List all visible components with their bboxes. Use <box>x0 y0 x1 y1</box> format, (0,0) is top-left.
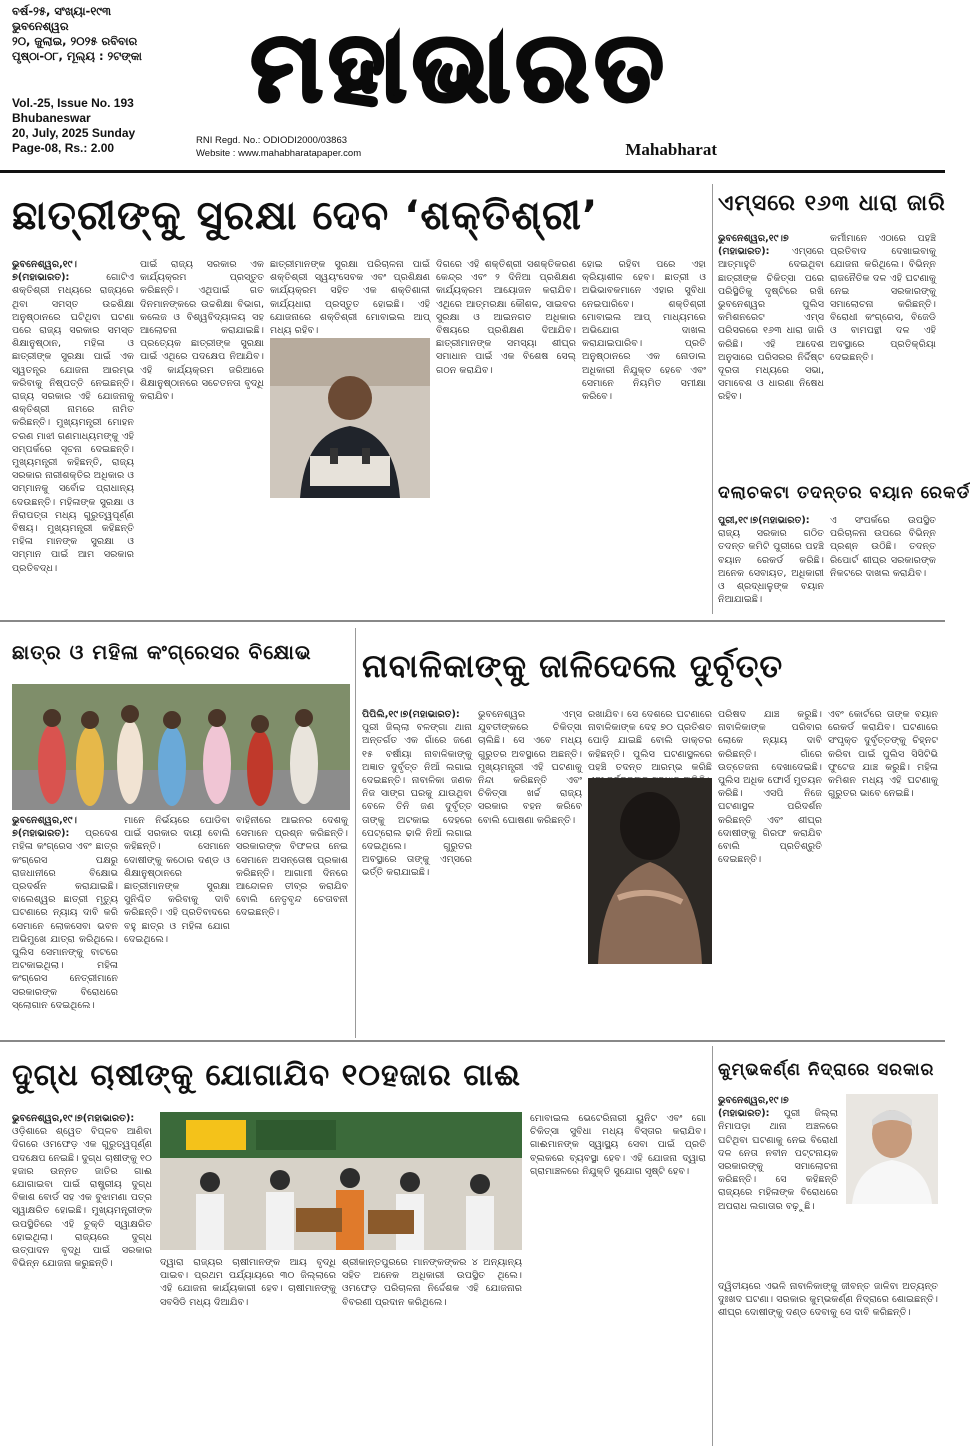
story6-headline: ଦୁଗ୍ଧ ଚାଷୀଙ୍କୁ ଯୋଗାଯିବ ୧୦ହଜାର ଗାଈ <box>12 1058 521 1093</box>
story3-dateline: ପୁରୀ,୧୯।୭(ମହାଭାରତ): <box>718 515 810 526</box>
story7-text-1: ପୁରୀ ଜିଲ୍ଲା ନିମାପଡ଼ା ଥାନା ଅଞ୍ଚଳରେ ଘଟିଥିବା ଘଟଣାକୁ ନେଇ ବିରୋଧୀ ଦଳ ନେତା ନବୀନ ପଟ୍ଟନାୟକ ସରକାରଙ୍କୁ ସମାଲୋଚନା କରିଛନ୍ତି। ସେ କହିଛନ୍ତି ରାଜ୍ୟରେ ମହିଳାଙ୍କ ବିରୋଧରେ ଅପରାଧ ଲଗାତାର ବଢ଼ୁଛି। <box>718 1108 838 1212</box>
masthead-english-name: Mahabharat <box>625 140 717 159</box>
story5-column-1 <box>362 708 472 1030</box>
masthead-registration <box>196 134 361 160</box>
story6-column-4 <box>530 1112 706 1442</box>
story5-text-1: ପୁରୀ ଜିଲ୍ଲା ବଳଙ୍ଗା ଥାନା ଅନ୍ତର୍ଗତ ଏକ ଗାଁରେ ଜଣେ ୧୫ ବର୍ଷୀୟା ନାବାଳିକାଙ୍କୁ ଅଜ୍ଞାତ ଦୁର୍ବୃତ୍ତ ନିଆଁ ଲଗାଇ ଦେଇଛନ୍ତି। ନାବାଳିକା ଜଣକ ନିଜ ସାଙ୍ଗ ଘରକୁ ଯାଉଥିବା ବେଳେ ତିନି ଜଣ ଦୁର୍ବୃତ୍ତ ତାଙ୍କୁ ଅଟକାଇ ଦେହରେ ପେଟ୍ରୋଲ ଢାଳି ନିଆଁ ଲଗାଇ ଦେଇଥିଲେ। ଗୁରୁତର ଅବସ୍ଥାରେ ତାଙ୍କୁ ଏମ୍ସରେ ଭର୍ତ୍ତି କରାଯାଇଛି। <box>362 722 472 879</box>
victim-image <box>588 778 712 964</box>
masthead-logo <box>180 2 740 122</box>
story1-text-1: ଗୋଟିଏ ଶକ୍ତିଶ୍ରୀ ମଧ୍ୟରେ ରାଜ୍ୟରେ ଥିବା ସମସ୍ତ ଉଚ୍ଚଶିକ୍ଷା ଅନୁଷ୍ଠାନରେ ଘଟିଥିବା ଘଟଣା ପରେ ରାଜ୍ୟ ସରକାର ସମସ୍ତ ଶିକ୍ଷାନୁଷ୍ଠାନ, ମହିଳା ଓ ଛାତ୍ରୀଙ୍କ ସୁରକ୍ଷା ପାଇଁ ଏକ ସ୍ୱତନ୍ତ୍ର ଯୋଜନା ଆରମ୍ଭ କରିବାକୁ ନିଷ୍ପତ୍ତି ନେଇଛନ୍ତି। ରାଜ୍ୟ ସରକାର ଏହି ଯୋଜନାକୁ ଶକ୍ତିଶ୍ରୀ ନାମରେ ନାମିତ କରିଛନ୍ତି। ମୁଖ୍ୟମନ୍ତ୍ରୀ ମୋହନ ଚରଣ ମାଝୀ ଗଣମାଧ୍ୟମଙ୍କୁ ଏହି ସମ୍ପର୍କରେ ସୂଚନା ଦେଇଛନ୍ତି। ମୁଖ୍ୟମନ୍ତ୍ରୀ କହିଛନ୍ତି, ରାଜ୍ୟ ସରକାର ନାରୀଶକ୍ତିର ଅଧିକାର ଓ ସମ୍ମାନକୁ ସର୍ବୋଚ୍ଚ ପ୍ରାଧାନ୍ୟ ଦେଉଛନ୍ତି। ମହିଳାଙ୍କ ସୁରକ୍ଷା ଓ ନିରାପତ୍ତା ମଧ୍ୟ ଗୁରୁତ୍ୱପୂର୍ଣ୍ଣ ବିଷୟ। ମୁଖ୍ୟମନ୍ତ୍ରୀ କହିଛନ୍ତି ମହିଳା ମାନଙ୍କ ସୁରକ୍ଷା ଓ ସମ୍ମାନ ପାଇଁ ଆମ ସରକାର ପ୍ରତିବଦ୍ଧ। <box>12 272 134 574</box>
website-link[interactable]: Website : www.mahabharatapaper.com <box>196 148 362 159</box>
story3-column-2 <box>830 514 936 610</box>
story1-text-3: ଛାତ୍ରୀମାନଙ୍କ ସୁରକ୍ଷା ପରିଚାଳନା ପାଇଁ ଶକ୍ତିଶ୍ରୀ ସ୍ୱୟଂସେବକ ଏବଂ ପ୍ରଶିକ୍ଷଣ କାର୍ଯ୍ୟକ୍ରମ ସହିତ ଏକ ଶକ୍ତିଶାଳୀ କାର୍ଯ୍ୟଧାରା ପ୍ରସ୍ତୁତ ହୋଇଛି। ଏହି ଯୋଜନାରେ ଶକ୍ତିଶ୍ରୀ ମୋବାଇଲ ଆପ୍ ମଧ୍ୟ ରହିବ। <box>270 259 430 337</box>
story2-dateline: ଭୁବନେଶ୍ୱର,୧୯।୭ (ମହାଭାରତ): <box>718 233 789 258</box>
story5-text-3: ରଖାଯିବ। ସେ ଦେଶରେ ଘଟଣାରେ ନାବାଳିକାଙ୍କ ଦେହ ୭୦ ପ୍ରତିଶତ ପୋଡ଼ି ଯାଇଛି ବୋଲି ଡାକ୍ତର କହିଛନ୍ତି। ପୁଲିସ ଘଟଣାସ୍ଥଳରେ ପହଞ୍ଚି ତଦନ୍ତ ଆରମ୍ଭ କରିଛି <box>588 709 712 773</box>
story4-dateline: ଭୁବନେଶ୍ୱର,୧୯।୭(ମହାଭାରତ): <box>12 815 77 840</box>
odia-volume: ବର୍ଷ-୨୫, ସଂଖ୍ୟା-୧୯୩ <box>12 4 112 18</box>
story1-column-5 <box>582 258 706 610</box>
column-divider-right <box>712 184 713 614</box>
story6-text-3: ଶ୍ରୀକାନ୍ତପୁରରେ ମାନଙ୍କଙ୍କର ୪ ଅନ୍ୟାନ୍ୟ ସହିତ ଅନେକ ଅଧିକାରୀ ଉପସ୍ଥିତ ଥିଲେ। ଓମଫେଡ଼ ପରିଚାଳନା ନିର୍ଦ୍ଦେଶକ ଏହି ଯୋଜନାର ବିବରଣୀ ପ୍ରଦାନ କରିଥିଲେ। <box>342 1257 522 1308</box>
masthead-divider <box>0 170 945 173</box>
english-page-price: Page-08, Rs.: 2.00 <box>12 141 115 155</box>
story3-text-2: ଏ ସଂପର୍କରେ ଉପସ୍ଥିତ ପରିଚାଳନା ଉପରେ ବିଭିନ୍ନ ପ୍ରଶ୍ନ ଉଠିଛି। ତଦନ୍ତ ରିପୋର୍ଟ ଶୀଘ୍ର ସରକାରଙ୍କ ନିକଟରେ ଦାଖଲ କରାଯିବ। <box>830 515 936 579</box>
story6-text-1: ଓଡ଼ିଶାରେ ଶ୍ୱେତ ବିପ୍ଳବ ଆଣିବା ଦିଗରେ ଓମଫେଡ଼ ଏକ ଗୁରୁତ୍ୱପୂର୍ଣ୍ଣ ପଦକ୍ଷେପ ନେଇଛି। ଦୁଗ୍ଧ ଚାଷୀଙ୍କୁ ୧୦ ହଜାର ଉନ୍ନତ ଜାତିର ଗାଈ ଯୋଗାଇବା ପାଇଁ ରାଷ୍ଟ୍ରୀୟ ଦୁଗ୍ଧ ବିକାଶ ବୋର୍ଡ ସହ ଏକ ବୁଝାମଣା ପତ୍ର ସ୍ୱାକ୍ଷରିତ ହୋଇଛି। ମୁଖ୍ୟମନ୍ତ୍ରୀଙ୍କ ଉପସ୍ଥିତିରେ ଏହି ଚୁକ୍ତି ସ୍ୱାକ୍ଷରିତ ହୋଇଥିଲା। ରାଜ୍ୟରେ ଦୁଗ୍ଧ ଉତ୍ପାଦନ ବୃଦ୍ଧି ପାଇଁ ସରକାର ବିଭିନ୍ନ ଯୋଜନା କରୁଛନ୍ତି। <box>12 1126 152 1270</box>
odia-date: ୨୦, ଜୁଲାଇ, ୨୦୨୫ ରବିବାର <box>12 34 138 48</box>
story4-column-1 <box>12 814 118 1030</box>
story2-text-2: କର୍ମୀମାନେ ଏଠାରେ ପହଞ୍ଚି ପ୍ରତିବାଦ ଦେଖାଇବାକୁ ଯୋଜନା କରିଥିଲେ। ବିଭିନ୍ନ ରାଜନୈତିକ ଦଳ ଏହି ଘଟଣାକୁ ନେଇ ସରକାରଙ୍କୁ ସମାଲୋଚନା କରିଛନ୍ତି। ବିରୋଧୀ କଂଗ୍ରେସ, ବିଜେଡି ଓ ବାମପନ୍ଥୀ ଦଳ ଏହି ଅବସ୍ଥାରେ ପ୍ରତିକ୍ରିୟା ଦେଇଛନ୍ତି। <box>830 233 936 363</box>
story6-text-4: ମୋବାଇଲ ଭେଟେରିନାରୀ ୟୁନିଟ ଏବଂ ଗୋ ଚିକିତ୍ସା ସୁବିଧା ମଧ୍ୟ ବିସ୍ତାର କରାଯିବ। ଗାଈମାନଙ୍କ ସ୍ୱାସ୍ଥ୍ୟ ସେବା ପାଇଁ ପ୍ରତି ବ୍ଲକରେ ବ୍ୟବସ୍ଥା ହେବ। ଏହି ଯୋଜନା ଦ୍ୱାରା ଗ୍ରାମାଞ୍ଚଳରେ ନିଯୁକ୍ତି ସୁଯୋଗ ସୃଷ୍ଟି ହେବ। <box>530 1113 706 1177</box>
story3-headline: ଦଲାଚକଟା ତଦନ୍ତର ବୟାନ ରେକର୍ଡ <box>718 483 970 503</box>
story7-photo <box>846 1094 938 1204</box>
leader-portrait-image <box>846 1094 938 1204</box>
story1-text-5: ହୋଇ ରହିବା ପରେ ଏହା କ୍ରିୟାଶୀଳ ହେବ। ଛାତ୍ରୀ ଓ ଅଭିଭାବକମାନେ ଏହାର ସୁବିଧା ନେଇପାରିବେ। ଶକ୍ତିଶ୍ରୀ ମୋବାଇଲ ଆପ୍ ମାଧ୍ୟମରେ ଅଭିଯୋଗ ଦାଖଲ କରାଯାଇପାରିବ। ପ୍ରତି ଅନୁଷ୍ଠାନରେ ଏକ ନୋଡାଲ ଅଧିକାରୀ ନିଯୁକ୍ତ ହେବେ ଏବଂ ସେମାନେ ନିୟମିତ ସମୀକ୍ଷା କରିବେ। <box>582 259 706 403</box>
story1-text-2: ପାଇଁ ରାଜ୍ୟ ସରକାର ଏକ କାର୍ଯ୍ୟକ୍ରମ ପ୍ରସ୍ତୁତ କରିଛନ୍ତି। ଏଥିପାଇଁ ଗତ ଦିନମାନଙ୍କରେ ଉଚ୍ଚଶିକ୍ଷା ବିଭାଗ, କଲେଜ ଓ ବିଶ୍ୱବିଦ୍ୟାଳୟ ସହ ଆଲୋଚନା କରାଯାଇଛି। ପ୍ରତ୍ୟେକ ଛାତ୍ରୀଙ୍କ ସୁରକ୍ଷା ପାଇଁ ଏଥିରେ ପଦକ୍ଷେପ ନିଆଯିବ। ଏହି କାର୍ଯ୍ୟକ୍ରମ ଜରିଆରେ ଶିକ୍ଷାନୁଷ୍ଠାନରେ ସଚେତନତା ବୃଦ୍ଧି କରାଯିବ। <box>140 259 264 403</box>
story6-photo <box>160 1112 522 1250</box>
story1-photo <box>270 338 430 498</box>
story7-column-2 <box>718 1280 938 1442</box>
story5-column-3 <box>588 708 712 774</box>
english-city: Bhubaneswar <box>12 111 91 125</box>
story1-dateline: ଭୁବନେଶ୍ୱର,୧୯।୭(ମହାଭାରତ): <box>12 259 77 284</box>
column-divider-bottom <box>712 1046 713 1446</box>
story5-column-2 <box>478 708 582 1030</box>
english-date: 20, July, 2025 Sunday <box>12 126 136 140</box>
cm-portrait-image <box>270 338 430 498</box>
column-divider-middle <box>355 628 356 1038</box>
story5-text-2: ଭୁବନେଶ୍ୱର ଏମ୍ସ ଯୁବତୀଙ୍କରେ ଚିକିତ୍ସା ଚାଲିଛି। ସେ ଏବେ ମଧ୍ୟ ଗୁରୁତର ଅବସ୍ଥାରେ ଅଛନ୍ତି। ମୁଖ୍ୟମନ୍ତ୍ରୀ ଏହି ଘଟଣାକୁ ନିନ୍ଦା କରିଛନ୍ତି ଏବଂ ଚିକିତ୍ସା ଖର୍ଚ୍ଚ ରାଜ୍ୟ ସରକାର ବହନ କରିବେ ବୋଲି ଘୋଷଣା କରିଛନ୍ତି। <box>478 709 582 826</box>
odia-page-price: ପୃଷ୍ଠା-୦୮, ମୂଲ୍ୟ : ୨ଟଙ୍କା <box>12 49 142 63</box>
english-volume: Vol.-25, Issue No. 193 <box>12 96 134 110</box>
story2-headline: ଏମ୍ସରେ ୧୬୩ ଧାରା ଜାରି <box>718 191 946 216</box>
story6-column-3 <box>342 1256 522 1442</box>
rni-number: RNI Regd. No.: ODIODI2000/03863 <box>196 135 348 146</box>
story4-text-2: ମାନେ ନିର୍ଭୟରେ ପୋଡିବା ପାଇଁ ସରକାର ଦାୟୀ ବୋଲି କହିଛନ୍ତି। ସେମାନେ ଦୋଷୀଙ୍କୁ କଠୋର ଦଣ୍ଡ ଓ ଶିକ୍ଷାନୁଷ୍ଠାନରେ ଛାତ୍ରୀମାନଙ୍କ ସୁରକ୍ଷା ସୁନିଶ୍ଚିତ କରିବାକୁ ଦାବି କରିଛନ୍ତି। ଏହି ପ୍ରତିବାଦରେ ବହୁ ଛାତ୍ର ଓ ମହିଳା ଯୋଗ ଦେଇଥିଲେ। <box>124 815 230 945</box>
story5-dateline: ପିପିଲି,୧୯।୭(ମହାଭାରତ): <box>362 709 460 720</box>
story4-headline: ଛାତ୍ର ଓ ମହିଳା କଂଗ୍ରେସର ବିକ୍ଷୋଭ <box>12 640 312 664</box>
story5-column-4 <box>718 708 822 1030</box>
story5-headline: ନାବାଳିକାଙ୍କୁ ଜାଳିଦେଲେ ଦୁର୍ବୃତ୍ତ <box>362 647 784 685</box>
story6-dateline: ଭୁବନେଶ୍ୱର,୧୯।୭(ମହାଭାରତ): <box>12 1113 135 1124</box>
section-divider-2 <box>0 1040 945 1042</box>
story5-column-5 <box>828 708 938 1030</box>
story2-column-2 <box>830 232 936 472</box>
story1-headline: ଛାତ୍ରୀଙ୍କୁ ସୁରକ୍ଷା ଦେବ ‘ଶକ୍ତିଶ୍ରୀ’ <box>12 193 599 239</box>
masthead-odia-info <box>12 4 162 64</box>
protest-march-image <box>12 684 350 810</box>
story3-column-1 <box>718 514 824 610</box>
story1-column-3-top <box>270 258 430 336</box>
story4-photo <box>12 684 350 810</box>
story4-text-1: ପ୍ରଦେଶ ମହିଳା କଂଗ୍ରେସ ଏବଂ ଛାତ୍ର କଂଗ୍ରେସ ପକ୍ଷରୁ ରାଜଧାନୀରେ ବିକ୍ଷୋଭ ପ୍ରଦର୍ଶନ କରାଯାଇଛି। ବାଲେଶ୍ୱର ଛାତ୍ରୀ ମୃତ୍ୟୁ ଘଟଣାରେ ନ୍ୟାୟ ଦାବି କରି ସେମାନେ ଲୋକସେବା ଭବନ ଅଭିମୁଖେ ଯାତ୍ରା କରିଥିଲେ। ପୁଲିସ ସେମାନଙ୍କୁ ବାଟରେ ଅଟକାଇଥିଲା। ମହିଳା କଂଗ୍ରେସ ନେତ୍ରୀମାନେ ସରକାରଙ୍କ ବିରୋଧରେ ସ୍ଲୋଗାନ ଦେଇଥିଲେ। <box>12 828 118 1011</box>
story1-column-2 <box>140 258 264 610</box>
section-divider-1 <box>0 620 945 622</box>
story1-text-4: ଦିଗରେ ଏହି ଶକ୍ତିଶ୍ରୀ ସଶକ୍ତିକରଣ କେନ୍ଦ୍ର ଏବଂ ୨ ଦିନିଆ ପ୍ରଶିକ୍ଷଣ କାର୍ଯ୍ୟକ୍ରମ ଆୟୋଜନ କରାଯିବ। ଏଥିରେ ଆତ୍ମରକ୍ଷା କୌଶଳ, ସାଇବର ସୁରକ୍ଷା ଓ ଆଇନଗତ ଅଧିକାର ବିଷୟରେ ପ୍ରଶିକ୍ଷଣ ଦିଆଯିବ। ଛାତ୍ରୀମାନଙ୍କ ସମସ୍ୟା ଶୀଘ୍ର ସମାଧାନ ପାଇଁ ଏକ ବିଶେଷ ସେଲ୍ ଗଠନ କରାଯିବ। <box>436 259 576 376</box>
story5-photo <box>588 778 712 964</box>
story1-column-1 <box>12 258 134 610</box>
story5-text-5: ଏବଂ କୋର୍ଟରେ ତାଙ୍କ ବୟାନ ରେକର୍ଡ କରାଯିବ। ଘଟଣାରେ ସଂପୃକ୍ତ ଦୁର୍ବୃତ୍ତଙ୍କୁ ଚିହ୍ନଟ କରିବା ପାଇଁ ପୁଲିସ ସିସିଟିଭି ଫୁଟେଜ ଯାଞ୍ଚ କରୁଛି। ମହିଳା କମିଶନ ମଧ୍ୟ ଏହି ଘଟଣାକୁ ଗୁରୁତର ଭାବେ ନେଇଛି। <box>828 709 938 800</box>
story7-dateline: ଭୁବନେଶ୍ୱର,୧୯।୭ (ମହାଭାରତ): <box>718 1095 789 1120</box>
story2-text-1: ଏମ୍ସରେ ଆତ୍ମାହୁତି ଦେଇଥିବା ଛାତ୍ରୀଙ୍କ ଚିକିତ୍ସା ପରେ ପରିସ୍ଥିତିକୁ ଦୃଷ୍ଟିରେ ରଖି ଭୁବନେଶ୍ୱର ପୁଲିସ କମିଶନରେଟ ଏମ୍ସ ପରିସରରେ ୧୬୩ ଧାରା ଜାରି କରିଛି। ଏହି ଆଦେଶ ଅନୁସାରେ ପରିସରର ନିର୍ଦ୍ଦିଷ୍ଟ ଦୂରତା ମଧ୍ୟରେ ସଭା, ସମାବେଶ ଓ ଧାରଣା ନିଷେଧ ରହିବ। <box>718 246 824 403</box>
story7-headline: କୁମ୍ଭକର୍ଣ୍ଣ ନିଦ୍ରାରେ ସରକାର <box>718 1060 935 1080</box>
story6-column-1 <box>12 1112 152 1442</box>
story1-column-4 <box>436 258 576 610</box>
story5-text-4: ପରିଷଦ ଯାଞ୍ଚ କରୁଛି। ନାବାଳିକାଙ୍କ ପରିବାର ଲୋକେ ନ୍ୟାୟ ଦାବି କରିଛନ୍ତି। ଗାଁରେ ଉତ୍ତେଜନା ଦେଖାଦେଇଛି। ପୁଲିସ ଅଧିକ ଫୋର୍ସ ମୁତୟନ କରିଛି। ଏସପି ନିଜେ ଘଟଣାସ୍ଥଳ ପରିଦର୍ଶନ କରିଛନ୍ତି ଏବଂ ଶୀଘ୍ର ଦୋଷୀଙ୍କୁ ଗିରଫ କରାଯିବ ବୋଲି ପ୍ରତିଶ୍ରୁତି ଦେଇଛନ୍ତି। <box>718 709 822 866</box>
story4-column-3 <box>236 814 348 1030</box>
story3-text-1: ରାଜ୍ୟ ସରକାର ଗଠିତ ତଦନ୍ତ କମିଟି ପୁରୀରେ ପହଞ୍ଚି ବୟାନ ରେକର୍ଡ କରିଛି। ଅନେକ ସେବାୟତ, ଅଧିକାରୀ ଓ ଶ୍ରଦ୍ଧାଳୁଙ୍କ ବୟାନ ନିଆଯାଇଛି। <box>718 528 824 606</box>
logo-text: ମହାଭାରତ <box>250 11 670 123</box>
story6-text-2: ଦ୍ୱାରା ରାଜ୍ୟର ଚାଷୀମାନଙ୍କ ଆୟ ବୃଦ୍ଧି ପାଇବ। ପ୍ରଥମ ପର୍ଯ୍ୟାୟରେ ୩୦ ଜିଲ୍ଲାରେ ଏହି ଯୋଜନା କାର୍ଯ୍ୟକାରୀ ହେବ। ଚାଷୀମାନଙ୍କୁ ସବସିଡି ମଧ୍ୟ ଦିଆଯିବ। <box>160 1257 336 1308</box>
story7-column-1 <box>718 1094 838 1274</box>
story2-column-1 <box>718 232 824 472</box>
story7-text-2: ଦ୍ୱିତୀୟରେ ଏଭଳି ନାବାଳିକାଙ୍କୁ ଜୀବନ୍ତ ଜାଳିବା ଅତ୍ୟନ୍ତ ଦୁଃଖଦ ଘଟଣା। ସରକାର କୁମ୍ଭକର୍ଣ୍ଣ ନିଦ୍ରାରେ ଶୋଇଛନ୍ତି। ଶୀଘ୍ର ଦୋଷୀଙ୍କୁ ଦଣ୍ଡ ଦେବାକୁ ସେ ଦାବି କରିଛନ୍ତି। <box>718 1281 938 1319</box>
odia-city: ଭୁବନେଶ୍ୱର <box>12 19 69 33</box>
story6-column-2 <box>160 1256 336 1442</box>
mou-signing-image <box>160 1112 522 1250</box>
story4-text-3: ବାହିନୀରେ ଆଇନର ଦେଶକୁ ସେମାନେ ପ୍ରଶ୍ନ କରିଛନ୍ତି। ସରକାରଙ୍କ ବିଫଳତା ନେଇ ସେମାନେ ଅସନ୍ତୋଷ ପ୍ରକାଶ କରିଛନ୍ତି। ଆଗାମୀ ଦିନରେ ଆନ୍ଦୋଳନ ତୀବ୍ର କରାଯିବ ବୋଲି ନେତୃବୃନ୍ଦ ଚେତାବନୀ ଦେଇଛନ୍ତି। <box>236 815 348 919</box>
masthead-english-info <box>12 96 172 156</box>
story4-column-2 <box>124 814 230 1030</box>
